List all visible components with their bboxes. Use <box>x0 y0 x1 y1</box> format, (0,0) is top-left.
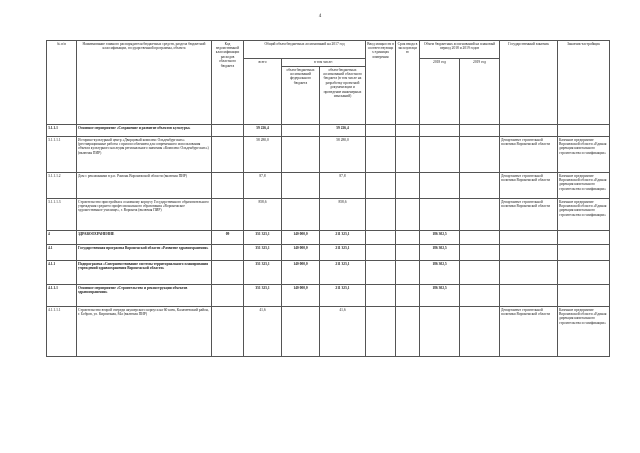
cell-federal <box>282 173 320 199</box>
cell-y2018 <box>420 307 460 357</box>
table-row <box>47 285 610 307</box>
cell-capacity <box>366 245 396 261</box>
cell-y2018 <box>420 173 460 199</box>
cell-regional: 41,6 <box>320 307 366 357</box>
header-planned: Объем бюджетных ассигнований на плановый период 2018 и 2019 годов <box>420 41 500 59</box>
cell-name: Строительство пристройки к основному корпусу Государственного образовательного учреждения среднего профессионального образования «Воронежское художественное училище», г. Воронеж (включая ПИР) <box>77 199 212 231</box>
cell-code <box>212 245 244 261</box>
cell-y2018 <box>420 137 460 173</box>
budget-table <box>46 40 610 357</box>
cell-capacity <box>366 261 396 285</box>
page-number: 4 <box>318 14 322 19</box>
cell-regional: 58 280,0 <box>320 137 366 173</box>
header-2018: 2018 год <box>420 59 460 125</box>
cell-total: 858,6 <box>244 199 282 231</box>
cell-capacity <box>366 137 396 173</box>
cell-y2019 <box>460 125 500 137</box>
cell-customer <box>500 245 558 261</box>
cell-total: 58 280,0 <box>244 137 282 173</box>
cell-regional: 858,6 <box>320 199 366 231</box>
cell-total: 351 325,1 <box>244 231 282 245</box>
cell-y2019 <box>460 261 500 285</box>
cell-total: 41,6 <box>244 307 282 357</box>
cell-num: 3.1.1.1.2 <box>47 173 77 199</box>
cell-developer <box>558 125 610 137</box>
cell-capacity <box>366 307 396 357</box>
cell-federal <box>282 307 320 357</box>
cell-total: 351 325,1 <box>244 285 282 307</box>
cell-num: 3.1.1.1.1 <box>47 137 77 173</box>
cell-federal: 140 000,0 <box>282 261 320 285</box>
cell-customer <box>500 125 558 137</box>
header-total-volume: Общий объем бюджетных ассигнований на 2017 год <box>244 41 366 59</box>
header-developer: Заказчик-застройщик <box>558 41 610 125</box>
cell-total: 351 325,1 <box>244 245 282 261</box>
cell-regional: 211 325,1 <box>320 245 366 261</box>
table-row <box>47 245 610 261</box>
header-federal: объем бюджетных ассигнований федерального бюджета <box>282 67 320 125</box>
table-row <box>47 125 610 137</box>
cell-terms <box>396 307 420 357</box>
cell-federal <box>282 199 320 231</box>
header-regional: объем бюджетных ассигнований областного бюджета (в том числе на разработку проектной документации и проведение инженерных изысканий) <box>320 67 366 125</box>
cell-y2018: 186 302,5 <box>420 285 460 307</box>
cell-federal <box>282 125 320 137</box>
cell-code <box>212 261 244 285</box>
cell-customer <box>500 285 558 307</box>
table-row <box>47 231 610 245</box>
cell-regional: 211 325,1 <box>320 261 366 285</box>
cell-code <box>212 137 244 173</box>
header-customer: Государственный заказчик <box>500 41 558 125</box>
cell-developer: Казенное предприятие Воронежской области «Единая дирекция капитального строительства и газификации» <box>558 173 610 199</box>
cell-capacity <box>366 173 396 199</box>
table-row <box>47 199 610 231</box>
cell-y2019 <box>460 137 500 173</box>
cell-num: 4.1.1.1.1 <box>47 307 77 357</box>
header-total: всего <box>244 59 282 125</box>
cell-terms <box>396 285 420 307</box>
cell-customer: Департамент строительной политики Воронежской области <box>500 307 558 357</box>
cell-y2019 <box>460 173 500 199</box>
cell-num: 4.1.1 <box>47 261 77 285</box>
cell-num: 4.1.1.1 <box>47 285 77 307</box>
cell-y2018: 186 302,5 <box>420 261 460 285</box>
cell-federal: 140 000,0 <box>282 245 320 261</box>
cell-terms <box>396 261 420 285</box>
cell-developer: Казенное предприятие Воронежской области «Единая дирекция капитального строительства и газификации» <box>558 307 610 357</box>
cell-federal: 140 000,0 <box>282 285 320 307</box>
header-name: Наименование главного распорядителя бюджетных средств, раздела бюджетной классификации, государственной программы, объекта <box>77 41 212 125</box>
cell-regional: 59 226,4 <box>320 125 366 137</box>
cell-regional: 87,8 <box>320 173 366 199</box>
cell-name: ЗДРАВООХРАНЕНИЕ <box>77 231 212 245</box>
cell-terms <box>396 125 420 137</box>
cell-terms <box>396 245 420 261</box>
cell-name: Государственная программа Воронежской области «Развитие здравоохранения» <box>77 245 212 261</box>
cell-developer <box>558 261 610 285</box>
header-code: Код ведомственной классификации расходов областного бюджета <box>212 41 244 125</box>
cell-customer: Департамент строительной политики Воронежской области <box>500 173 558 199</box>
cell-capacity <box>366 125 396 137</box>
header-capacity: Ввод мощности в соответствующих единицах измерения <box>366 41 396 125</box>
cell-code <box>212 307 244 357</box>
cell-customer <box>500 261 558 285</box>
cell-code <box>212 199 244 231</box>
cell-y2018 <box>420 125 460 137</box>
cell-name: Строительство второй очереди акушерского корпуса на 60 коек, Калачеевский район, г. Бобров, ул. Кирпичная, 84а (включая ПИР) <box>77 307 212 357</box>
cell-y2019 <box>460 199 500 231</box>
cell-code <box>212 173 244 199</box>
cell-developer <box>558 231 610 245</box>
cell-y2018 <box>420 199 460 231</box>
header-incl: в том числе: <box>282 59 366 67</box>
cell-num: 4.1 <box>47 245 77 261</box>
cell-developer <box>558 285 610 307</box>
cell-terms <box>396 137 420 173</box>
cell-customer <box>500 231 558 245</box>
cell-name: Подпрограмма «Совершенствование системы территориального планирования учреждений здравоохранения Воронежской области» <box>77 261 212 285</box>
cell-regional: 211 325,1 <box>320 285 366 307</box>
cell-name: Основное мероприятие «Строительство и реконструкция объектов здравоохранения» <box>77 285 212 307</box>
cell-total: 59 226,4 <box>244 125 282 137</box>
table-row <box>47 137 610 173</box>
cell-num: 3.1.1.1.3 <box>47 199 77 231</box>
cell-developer <box>558 245 610 261</box>
table-row <box>47 173 610 199</box>
cell-capacity <box>366 285 396 307</box>
cell-regional: 211 325,1 <box>320 231 366 245</box>
cell-y2019 <box>460 285 500 307</box>
cell-capacity <box>366 199 396 231</box>
table-row <box>47 307 610 357</box>
cell-num: 3.1.1.1 <box>47 125 77 137</box>
cell-total: 87,8 <box>244 173 282 199</box>
cell-developer: Казенное предприятие Воронежской области «Единая дирекция капитального строительства и газификации» <box>558 137 610 173</box>
cell-developer: Казенное предприятие Воронежской области «Единая дирекция капитального строительства и газификации» <box>558 199 610 231</box>
cell-y2019 <box>460 245 500 261</box>
cell-federal: 140 000,0 <box>282 231 320 245</box>
cell-y2018: 186 302,5 <box>420 231 460 245</box>
cell-federal <box>282 137 320 173</box>
cell-customer: Департамент строительной политики Воронежской области <box>500 137 558 173</box>
header-2019: 2019 год <box>460 59 500 125</box>
cell-terms <box>396 231 420 245</box>
cell-code: 09 <box>212 231 244 245</box>
cell-code <box>212 125 244 137</box>
cell-terms <box>396 199 420 231</box>
cell-num: 4 <box>47 231 77 245</box>
cell-capacity <box>366 231 396 245</box>
cell-name: Дом с рекламными в р.п. Рамонь Воронежской области (включая ПИР) <box>77 173 212 199</box>
cell-y2019 <box>460 231 500 245</box>
cell-name: Историко-культурный центр «Дворцовый комплекс Ольденбургских» (реставрационные работы с приспособлением для современного использования объекта культурного наследия регионального значения «Комплекс Ольденбургских») (включая ПИР) <box>77 137 212 173</box>
cell-terms <box>396 173 420 199</box>
cell-y2019 <box>460 307 500 357</box>
cell-customer: Департамент строительной политики Воронежской области <box>500 199 558 231</box>
header-terms: Срок ввода в эксплуатацию <box>396 41 420 125</box>
header-num: № п/п <box>47 41 77 125</box>
cell-name: Основное мероприятие «Сохранение и развитие объектов культуры» <box>77 125 212 137</box>
cell-code <box>212 285 244 307</box>
cell-total: 351 325,1 <box>244 261 282 285</box>
table-row <box>47 261 610 285</box>
cell-y2018: 186 302,5 <box>420 245 460 261</box>
